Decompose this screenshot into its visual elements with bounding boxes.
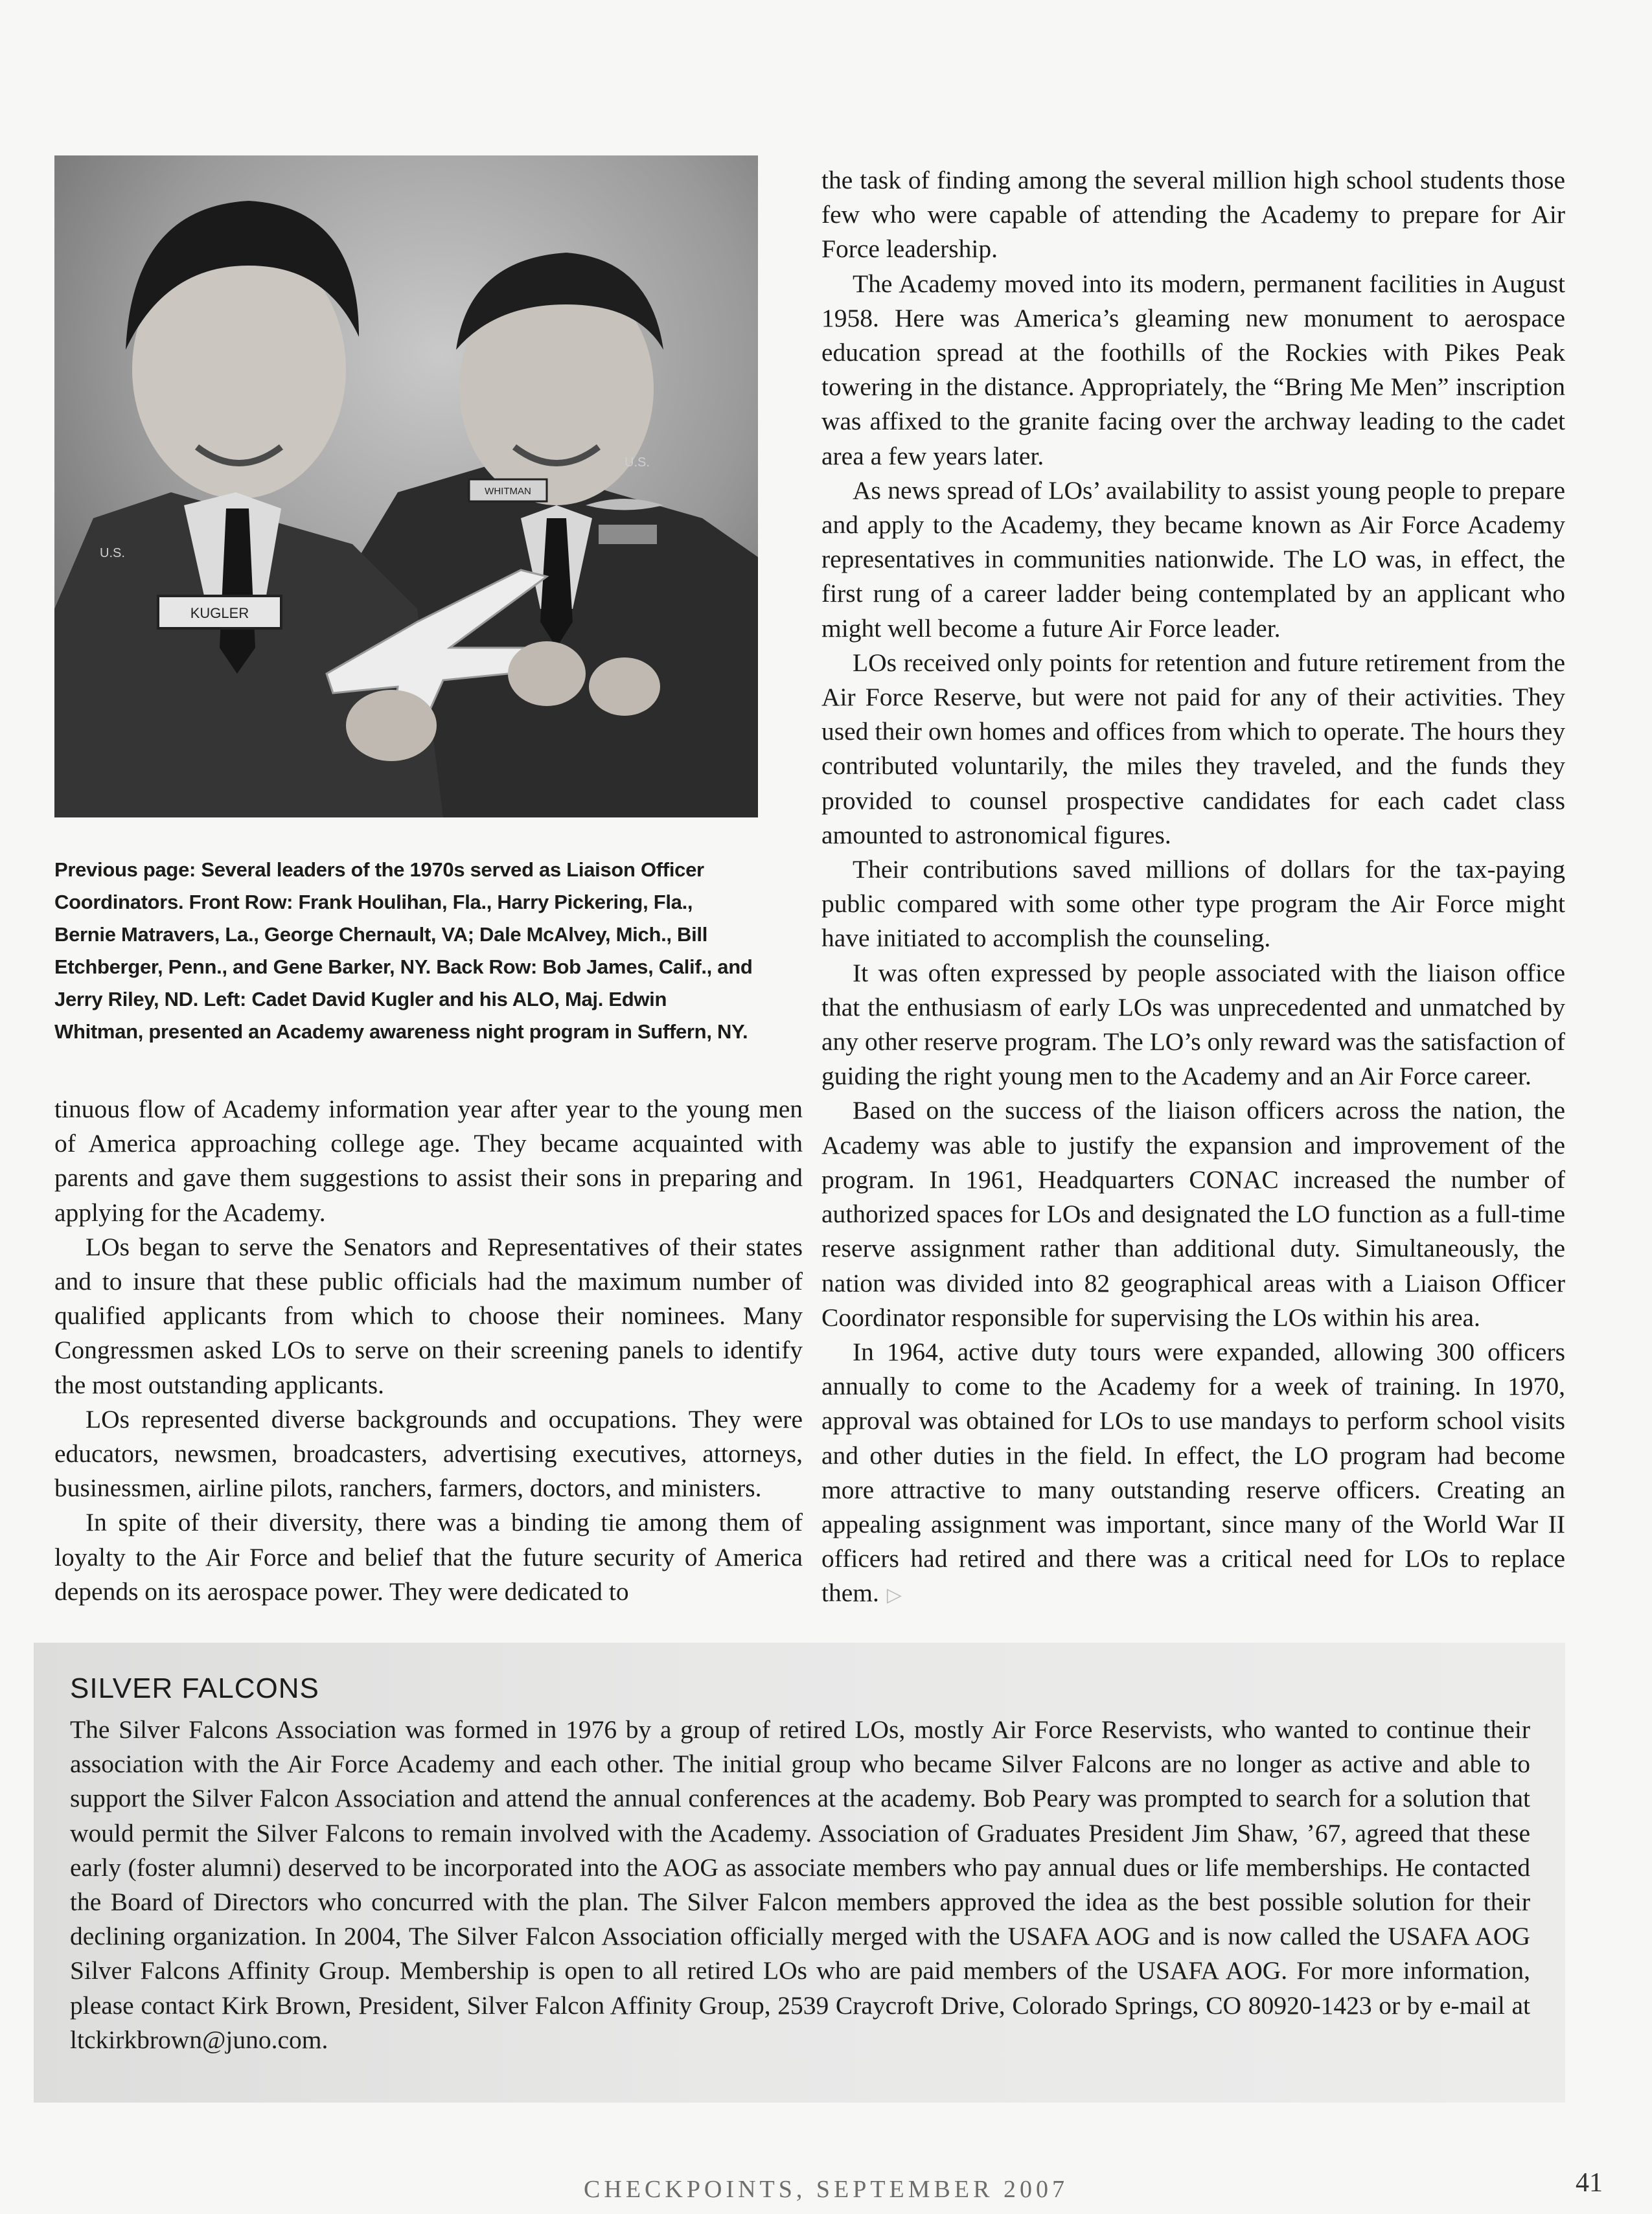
right-paragraph-5: Their contributions saved millions of dollars for the tax-paying public compared with some other type program the Air Force might have initiated to accomplish the counseling. xyxy=(821,855,1565,953)
left-paragraph-3: LOs represented diverse backgrounds and occupations. They were educators, newsmen, broadcasters, advertising executives, attorneys, businessmen, airline pilots, ranchers, farmers, doctors, and ministers. xyxy=(54,1404,803,1503)
name-tag-left: KUGLER xyxy=(190,605,249,621)
left-paragraph-4: In spite of their diversity, there was a binding tie among them of loyalty to the Air Force and belief that the future security of America depends on its aerospace power. They were dedicated to xyxy=(54,1508,803,1606)
left-paragraph-2: LOs began to serve the Senators and Representatives of their states and to insure that these public officials had the maximum number of qualified applicants from which to choose their nominees. Many Congressmen asked LOs to serve on their screening panels to identify the most outstanding applicants. xyxy=(54,1232,803,1399)
right-paragraph-2: The Academy moved into its modern, permanent facilities in August 1958. Here was America’s gleaming new monument to aerospace education spread at the foothills of the Rockies with Pikes Peak towering in the distance. Appropriately, the “Bring Me Men” inscription was affixed to the granite facing over the archway leading to the cadet area a few years later. xyxy=(821,269,1565,470)
right-paragraph-3: As news spread of LOs’ availability to assist young people to prepare and apply to the Academy, they became known as Air Force Academy representatives in communities nationwide. The LO was, in effect, the first rung of a career ladder being contemplated by an applicant who might well become a future Air Force leader. xyxy=(821,475,1565,643)
name-tag-right: WHITMAN xyxy=(485,486,531,497)
sidebar-title: SILVER FALCONS xyxy=(70,1672,319,1704)
right-column xyxy=(821,163,1565,1613)
left-paragraph-1: tinuous flow of Academy information year after year to the young men of America approaching college age. They became acquainted with parents and gave them suggestions to assist their sons in preparing and applying for the Academy. xyxy=(54,1095,803,1227)
collar-insignia-right: U.S. xyxy=(625,455,650,470)
page-number: 41 xyxy=(1576,2168,1603,2198)
right-paragraph-6: It was often expressed by people associated with the liaison office that the enthusiasm of early LOs was unprecedented and unmatched by any other reserve program. The LO’s only reward was the satisfaction of guiding the right young men to the Academy and an Air Force career. xyxy=(821,958,1565,1091)
right-paragraph-7: Based on the success of the liaison officers across the nation, the Academy was able to justify the expansion and improvement of the program. In 1961, Headquarters CONAC increased the number of authorized spaces for LOs and designated the LO function as a full-time reserve assignment rather than additional duty. Simultaneously, the nation was divided into 82 geographical areas with a Liaison Officer Coordinator responsible for supervising the LOs within his area. xyxy=(821,1096,1565,1332)
photo-illustration xyxy=(54,155,758,817)
right-paragraph-4: LOs received only points for retention and future retirement from the Air Force Reserve, but were not paid for any of their activities. They used their own homes and offices from which to operate. The hours they contributed voluntarily, the miles they traveled, and the funds they provided to counsel prospective candidates for each cadet class amounted to astronomical figures. xyxy=(821,648,1565,849)
right-paragraph-8 xyxy=(821,1335,1565,1613)
sidebar-body: The Silver Falcons Association was formed in 1976 by a group of retired LOs, mostly Air Force Reservists, who wanted to continue their association with the Air Force Academy and each other. The initial group who became Silver Falcons are no longer as active and able to support the Silver Falcon Association and attend the annual conferences at the academy. Bob Peary was prompted to search for a solution that would permit the Silver Falcons to remain involved with the Academy. Association of Graduates President Jim Shaw, ’67, agreed that these early (foster alumni) deserved to be incorporated into the AOG as associate members who pay annual dues or life memberships. He contacted the Board of Directors who concurred with the plan. The Silver Falcon members approved the idea as the best possible solution for their declining organization. In 2004, The Silver Falcon Association officially merged with the USAFA AOG and is now called the USAFA AOG Silver Falcons Affinity Group. Membership is open to all retired LOs who are paid members of the USAFA AOG. For more information, please contact Kirk Brown, President, Silver Falcon Affinity Group, 2539 Craycroft Drive, Colorado Springs, CO 80920-1423 or by e-mail at ltckirkbrown@juno.com. xyxy=(70,1715,1530,2054)
silver-falcons-sidebar xyxy=(34,1643,1565,2103)
end-of-article-icon: ▷ xyxy=(886,1584,902,1607)
photo-caption: Previous page: Several leaders of the 1970s served as Liaison Officer Coordinators. Front Row: Frank Houlihan, Fla., Harry Pickering, Fla., Bernie Matravers, La., George Chernault, VA; Dale McAlvey, Mich., Bill Etchberger, Penn., and Gene Barker, NY. Back Row: Bob James, Calif., and Jerry Riley, ND. Left: Cadet David Kugler and his ALO, Maj. Edwin Whitman, presented an Academy awareness night program in Suffern, NY. xyxy=(54,858,753,1043)
right-paragraph-1: the task of finding among the several million high school students those few who were capable of attending the Academy to prepare for Air Force leadership. xyxy=(821,166,1565,264)
photo-kugler-whitman xyxy=(54,155,758,817)
left-column xyxy=(54,1092,803,1609)
footer-publication: CHECKPOINTS, SEPTEMBER 2007 xyxy=(584,2176,1068,2203)
right-paragraph-8-text: In 1964, active duty tours were expanded, allowing 300 officers annually to come to the Academy for a week of training. In 1970, approval was obtained for LOs to use mandays to perform school visits and other duties in the field. In effect, the LO program had become more attractive to many outstanding reserve officers. Creating an appealing assignment was important, since many of the World War II officers had retired and there was a critical need for LOs to replace them. xyxy=(821,1337,1565,1608)
collar-insignia-left: U.S. xyxy=(100,546,125,560)
